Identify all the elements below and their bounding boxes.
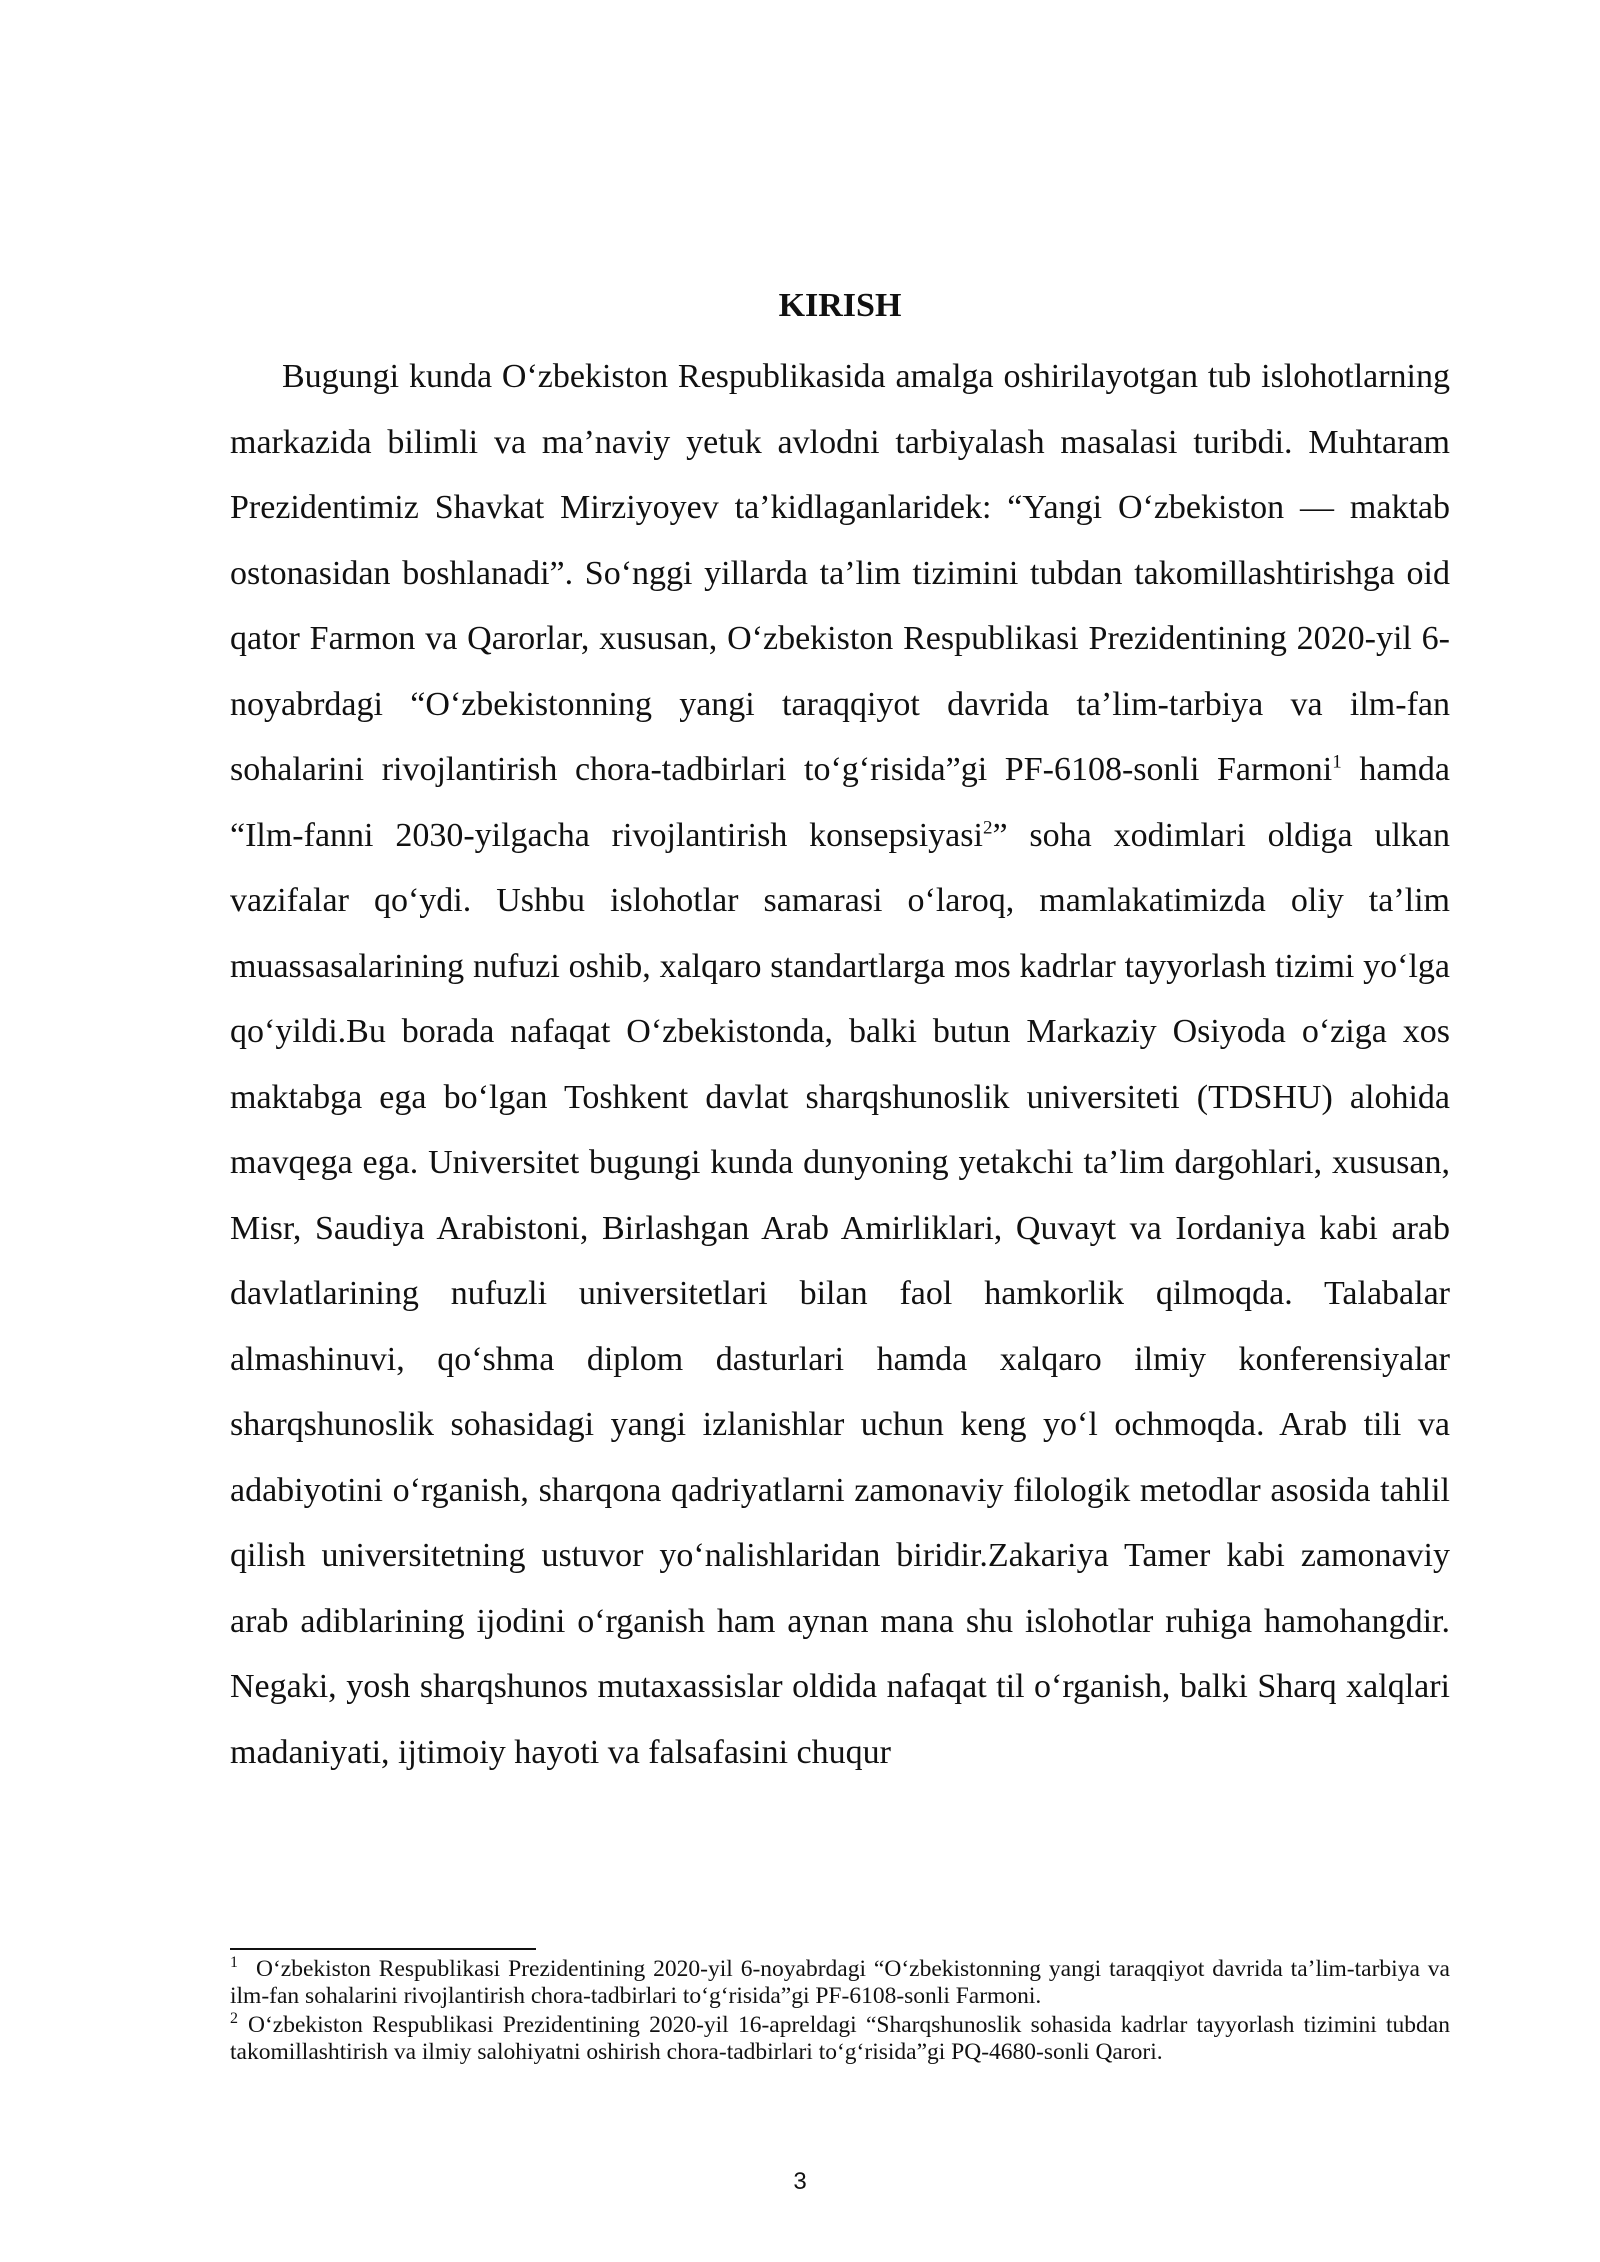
page-number: 3 xyxy=(793,2168,807,2195)
footnote-mark-2: 2 xyxy=(230,2010,238,2028)
body-text-part-2: hamda “Ilm-fanni 2030-yilgacha rivojlantirish konsepsiyasi xyxy=(230,751,1451,854)
footnote-text-1: O‘zbekiston Respublikasi Prezidentining 2020-yil 6-noyabrdagi “O‘zbekistonning yangi taraqqiyot davrida ta’lim-tarbiya va ilm-fan sohalarini rivojlantirish chora-tadbirlari to‘g‘risida”gi PF-6108-sonli Farmoni. xyxy=(230,1956,1450,2009)
footnote-mark-1: 1 xyxy=(230,1954,238,1972)
footnote-2 xyxy=(230,2012,1450,2066)
body-paragraph xyxy=(230,344,1450,1785)
footnote-text-2: O‘zbekiston Respublikasi Prezidentining 2020-yil 16-apreldagi “Sharqshunoslik sohasida kadrlar tayyorlash tizimini tubdan takomillashtirish va ilmiy salohiyatni oshirish chora-tadbirlari to‘g‘risida”gi PQ-4680-sonli Qarori. xyxy=(230,2012,1450,2065)
footnote-ref-1[interactable]: 1 xyxy=(1332,751,1342,773)
page-title: KIRISH xyxy=(778,287,902,324)
footnote-ref-2[interactable]: 2 xyxy=(982,817,993,839)
footnote-separator xyxy=(230,1948,536,1950)
footnote-1 xyxy=(230,1956,1450,2010)
body-text-part-3: ” soha xodimlari oldiga ulkan vazifalar qo‘ydi. Ushbu islohotlar samarasi o‘laroq, mamlakatimizda oliy ta’lim muassasalarining nufuzi oshib, xalqaro standartlarga mos kadrlar tayyorlash tizimi yo‘lga qo‘yildi.Bu borada nafaqat O‘zbekistonda, balki butun Markaziy Osiyoda o‘ziga xos maktabga ega bo‘lgan Toshkent davlat sharqshunoslik universiteti (TDSHU) alohida mavqega ega. Universitet bugungi kunda dunyoning yetakchi ta’lim dargohlari, xususan, Misr, Saudiya Arabistoni, Birlashgan Arab Amirliklari, Quvayt va Iordaniya kabi arab davlatlarining nufuzli universitetlari bilan faol hamkorlik qilmoqda. Talabalar almashinuvi, qo‘shma diplom dasturlari hamda xalqaro ilmiy konferensiyalar sharqshunoslik sohasidagi yangi izlanishlar uchun keng yo‘l ochmoqda. Arab tili va adabiyotini o‘rganish, sharqona qadriyatlarni zamonaviy filologik metodlar asosida tahlil qilish universitetning ustuvor yo‘nalishlaridan biridir.Zakariya Tamer kabi zamonaviy arab adiblarining ijodini o‘rganish ham aynan mana shu islohotlar ruhiga hamohangdir. Negaki, yosh sharqshunos mutaxassislar oldida nafaqat til o‘rganish, balki Sharq xalqlari madaniyati, ijtimoiy hayoti va falsafasini chuqur xyxy=(230,816,1450,1771)
footnotes xyxy=(230,1956,1450,2068)
body-text-part-1: Bugungi kunda O‘zbekiston Respublikasida amalga oshirilayotgan tub islohotlarning markazida bilimli va ma’naviy yetuk avlodni tarbiyalash masalasi turibdi. Muhtaram Prezidentimiz Shavkat Mirziyoyev ta’kidlaganlaridek: “Yangi O‘zbekiston — maktab ostonasidan boshlanadi”. So‘nggi yillarda ta’lim tizimini tubdan takomillashtirishga oid qator Farmon va Qarorlar, xususan, O‘zbekiston Respublikasi Prezidentining 2020-yil 6-noyabrdagi “O‘zbekistonning yangi taraqqiyot davrida ta’lim-tarbiya va ilm-fan sohalarini rivojlantirish chora-tadbirlari to‘g‘risida”gi PF-6108-sonli Farmoni xyxy=(230,358,1450,788)
